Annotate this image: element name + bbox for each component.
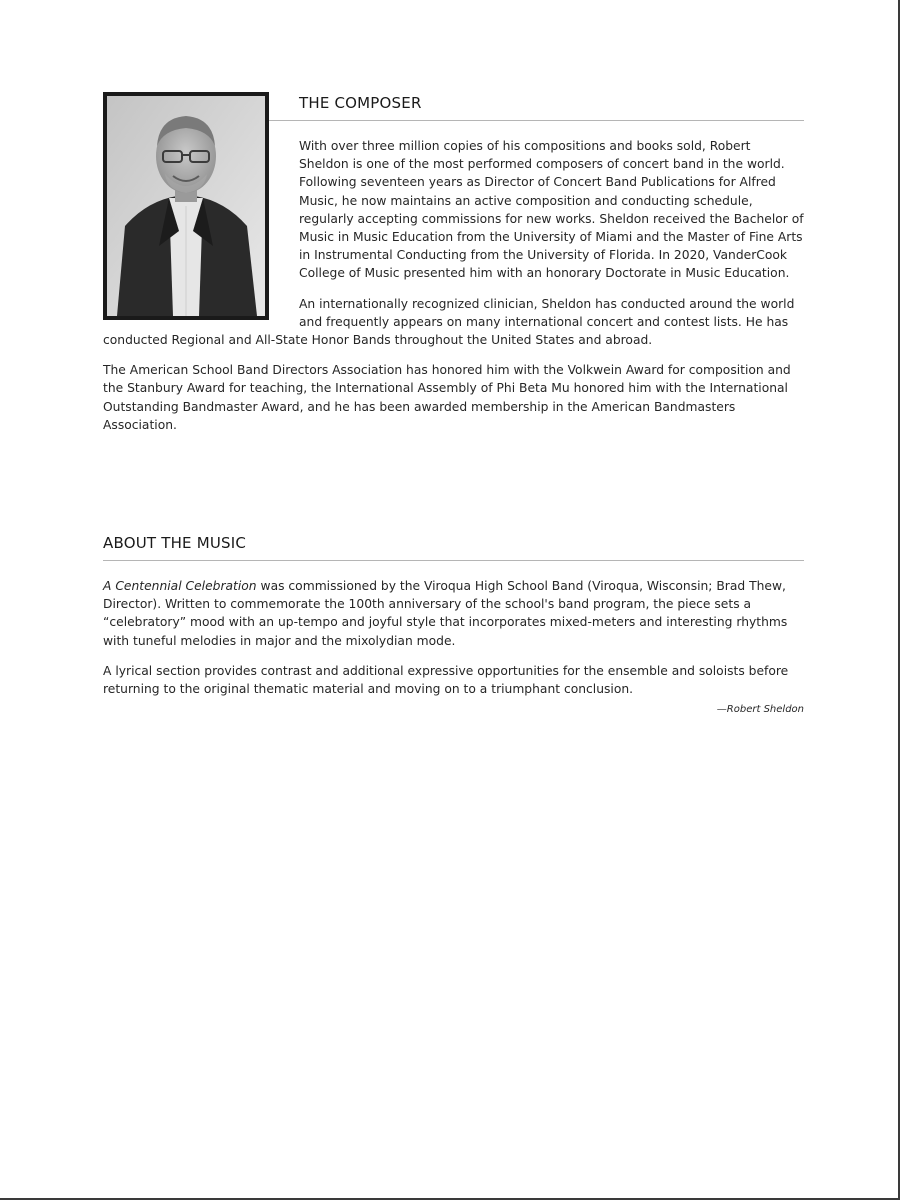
about-music-paragraph-2: A lyrical section provides contrast and additional expressive opportunities for the ensemble and soloists before returning to the original thematic material and moving on to a triumphant conclusion. xyxy=(103,663,789,697)
about-music-heading: ABOUT THE MUSIC xyxy=(103,532,804,561)
page-content xyxy=(103,92,804,715)
piece-title: A Centennial Celebration xyxy=(103,579,257,594)
attribution: —Robert Sheldon xyxy=(716,704,804,716)
composer-portrait-image xyxy=(107,96,265,316)
composer-bio-paragraph-3: The American School Band Directors Association has honored him with the Volkwein Award for composition and the Stanbury Award for teaching, the International Assembly of Phi Beta Mu honored him with the International Outstanding Bandmaster Award, and he has been awarded membership in the American Bandmasters Association. xyxy=(103,363,791,432)
composer-heading: THE COMPOSER xyxy=(103,92,804,121)
composer-bio-paragraph-2: An internationally recognized clinician, Sheldon has conducted around the world and frequently appears on many international concert and contest lists. He has conducted Regional and All-State Honor Bands throughout the United States and abroad. xyxy=(103,296,795,348)
composer-bio-paragraph-1: With over three million copies of his compositions and books sold, Robert Sheldon is one of the most performed composers of concert band in the world. Following seventeen years as Director of Concert Band Publications for Alfred Music, he now maintains an active composition and conducting schedule, regularly accepting commissions for new works. Sheldon received the Bachelor of Music in Music Education from the University of Miami and the Master of Fine Arts in Instrumental Conducting from the University of Florida. In 2020, VanderCook College of Music presented him with an honorary Doctorate in Music Education. xyxy=(299,139,804,281)
composer-photo xyxy=(103,92,269,320)
about-music-paragraph-1-text: was commissioned by the Viroqua High School Band (Viroqua, Wisconsin; Brad Thew, Director). Written to commemorate the 100th anniversary of the school's band program, the piece sets a “celebratory” mood with an up-tempo and joyful style that incorporates mixed-meters and interesting rhythms with tuneful melodies in major and the mixolydian mode. xyxy=(103,579,788,648)
about-music-paragraph-1 xyxy=(103,577,804,650)
about-the-music-section xyxy=(103,532,804,715)
